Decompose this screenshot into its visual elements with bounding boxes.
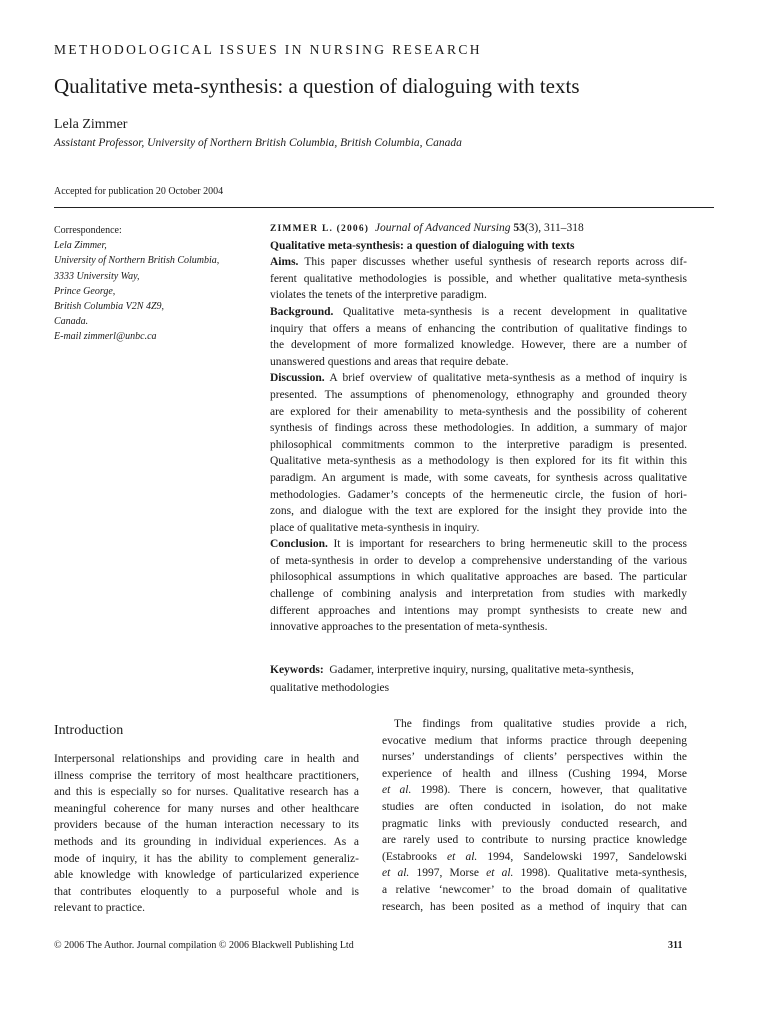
abstract-line: Aims. This paper discusses whether useful synthesis of research reports across dif- — [270, 256, 687, 269]
discussion-label: Discussion. — [270, 372, 325, 385]
correspondence-line: British Columbia V2N 4Z9, — [54, 301, 165, 313]
accepted-date: Accepted for publication 20 October 2004 — [54, 186, 224, 197]
body-line: that contributes eloquently to a purposeful whole and is — [54, 885, 359, 898]
body-line: mode of inquiry, it has the ability to complement generaliz- — [54, 852, 359, 865]
abstract-line: innovative approaches to the presentation of meta-synthesis. — [270, 621, 548, 634]
body-line: relevant to practice. — [54, 902, 145, 915]
abstract-line: Qualitative meta-synthesis as a methodology is then explored for its fit within this — [270, 455, 687, 468]
body-line: and this is especially so for nurses. Qualitative research has a — [54, 786, 359, 799]
body-line: able knowledge with knowledge of particularized experience — [54, 869, 359, 882]
body-line: studies are often conducted in isolation, do not make — [382, 800, 687, 813]
abstract-line: are explored for their amenability to meta-synthesis and the possibility of coherent — [270, 405, 687, 418]
abstract-line: paradigm. An argument is made, with some caveats, for synthesis across qualitative — [270, 471, 687, 484]
copyright-footer: © 2006 The Author. Journal compilation © 2006 Blackwell Publishing Ltd — [54, 940, 354, 951]
correspondence-line: Prince George, — [54, 285, 116, 297]
citation-author: ZIMMER L. (2006) — [270, 224, 370, 234]
body-line: providers because of the human interaction necessary to its — [54, 819, 359, 832]
body-line: meaningful coherence for many nurses and other healthcare — [54, 802, 359, 815]
body-line: (Estabrooks et al. 1994, Sandelowski 1997, Sandelowski — [382, 850, 687, 863]
abstract-line: presented. The assumptions of phenomenology, ethnography and grounded theory — [270, 388, 687, 401]
body-column-left — [54, 751, 359, 917]
aims-label: Aims. — [270, 256, 299, 269]
abstract-line: zons, and dialogue with the text are explored for the insight they provide into the — [270, 505, 687, 518]
abstract-line: of meta-synthesis in order to develop a comprehensive understanding of the various — [270, 554, 687, 567]
body-line: The findings from qualitative studies provide a rich, — [394, 718, 687, 730]
abstract-line: different approaches and intentions may prompt synthesists to create new and — [270, 604, 687, 617]
author-name: Lela Zimmer — [54, 117, 128, 132]
correspondence-line: Lela Zimmer, — [54, 240, 107, 252]
body-line: nurses’ understandings of clients’ perspectives within the — [382, 751, 687, 764]
article-title: Qualitative meta-synthesis: a question of dialoguing with texts — [54, 74, 580, 98]
abstract-line: Background. Qualitative meta-synthesis is a recent development in qualitative — [270, 305, 688, 318]
abstract-block — [270, 220, 687, 636]
abstract-line: ferent qualitative methodologies is possible, and whether qualitative meta-synthesis — [270, 272, 687, 285]
body-line: et al. 1998). There is concern, however, that qualitative — [382, 784, 687, 797]
abstract-line: unanswered questions and areas that require debate. — [270, 355, 509, 368]
body-line: a relative ‘newcomer’ to the broad domain of qualitative — [382, 883, 687, 896]
citation-volume: 53 — [513, 222, 525, 234]
page-number: 311 — [668, 940, 683, 951]
body-line: methods and its grounding in individual experiences. As a — [54, 835, 359, 848]
body-line: illness comprise the territory of most healthcare practitioners, — [54, 769, 359, 782]
body-column-right — [382, 716, 687, 915]
keywords-label: Keywords: — [270, 664, 324, 676]
correspondence-email: E-mail zimmerl@unbc.ca — [54, 331, 157, 343]
body-line: Interpersonal relationships and providing care in health and — [54, 753, 359, 765]
header-divider — [54, 207, 714, 208]
abstract-line: methodologies. Gadamer’s concepts of the hermeneutic circle, the fusion of hori- — [270, 488, 687, 501]
abstract-line: the development of more formalized knowledge. However, there are a number of — [270, 339, 687, 352]
abstract-line: violates the tenets of the interpretive paradigm. — [270, 289, 487, 302]
abstract-line: place of qualitative meta-synthesis in inquiry. — [270, 521, 480, 534]
citation-pages: (3), 311–318 — [524, 222, 584, 234]
correspondence-line: University of Northern British Columbia, — [54, 255, 220, 267]
abstract-line: synthesis of findings across these methodologies. In addition, a summary of major — [270, 422, 687, 435]
abstract-line: challenge of combining analysis and interpretation from studies with markedly — [270, 588, 687, 601]
correspondence-line: Canada. — [54, 316, 89, 328]
correspondence-label: Correspondence: — [54, 225, 122, 236]
conclusion-label: Conclusion. — [270, 538, 328, 551]
keywords-text: Gadamer, interpretive inquiry, nursing, qualitative meta-synthesis, — [329, 664, 634, 676]
citation-line — [270, 220, 687, 238]
abstract-title: Qualitative meta-synthesis: a question of dialoguing with texts — [270, 239, 575, 252]
keywords-block — [270, 661, 687, 697]
body-line: research, has been posited as a method of inquiry that can — [382, 900, 687, 913]
section-heading-introduction: Introduction — [54, 723, 124, 738]
body-line: experience of health and illness (Cushing 1994, Morse — [382, 767, 687, 780]
abstract-line: Conclusion. It is important for researchers to bring hermeneutic skill to the process — [270, 538, 688, 551]
keywords-text-continued: qualitative methodologies — [270, 682, 390, 694]
body-line: are rarely used to contribute to nursing practice knowledge — [382, 834, 687, 847]
background-label: Background. — [270, 305, 334, 318]
abstract-line: inquiry that offers a means of enhancing the contribution of qualitative findings to — [270, 322, 687, 335]
abstract-line: Discussion. A brief overview of qualitative meta-synthesis as a method of inquiry is — [270, 372, 687, 385]
citation-journal: Journal of Advanced Nursing — [374, 222, 511, 234]
journal-section-header: METHODOLOGICAL ISSUES IN NURSING RESEARCH — [54, 42, 482, 57]
body-line: evocative medium that informs practice through deepening — [382, 734, 687, 747]
correspondence-block — [54, 223, 254, 345]
author-affiliation: Assistant Professor, University of Northern British Columbia, British Columbia, Canada — [54, 137, 462, 149]
abstract-line: philosophical commitments common to the interpretive paradigm is presented. — [270, 438, 687, 451]
abstract-line: philosophical assumptions in which qualitative approaches are based. The particular — [270, 571, 687, 584]
correspondence-line: 3333 University Way, — [54, 270, 140, 282]
body-line: et al. 1997, Morse et al. 1998). Qualitative meta-synthesis, — [382, 867, 688, 880]
body-line: pragmatic links with previously conducted research, and — [382, 817, 687, 830]
